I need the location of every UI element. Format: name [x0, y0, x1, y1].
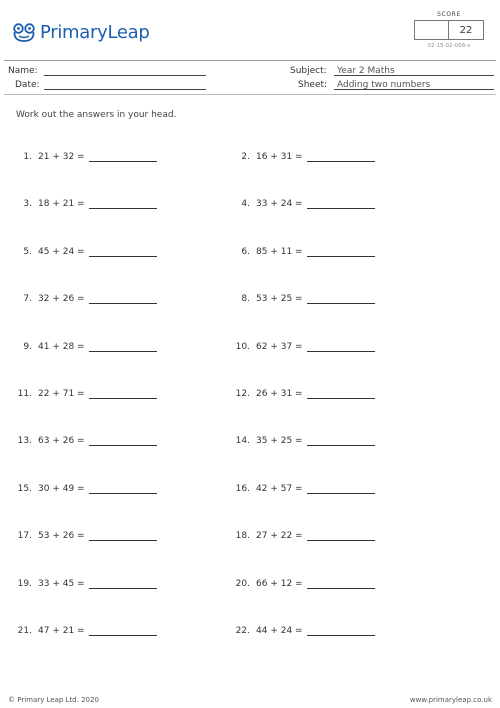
- question-number: 10.: [235, 342, 250, 352]
- question-expression: 44 + 24 =: [256, 626, 303, 636]
- subject-value: Year 2 Maths: [334, 66, 494, 76]
- question-number: 8.: [241, 294, 250, 304]
- score-total-cell: 22: [449, 20, 484, 40]
- question-item: [10, 150, 157, 162]
- answer-field[interactable]: [307, 390, 375, 399]
- question-number: 15.: [17, 484, 32, 494]
- date-row: [15, 80, 206, 90]
- question-number: 17.: [17, 531, 32, 541]
- brand-logo[interactable]: [12, 22, 150, 43]
- question-item: [10, 624, 157, 636]
- answer-field[interactable]: [307, 532, 375, 541]
- answer-field[interactable]: [307, 248, 375, 257]
- score-label: SCORE: [437, 11, 461, 18]
- question-expression: 30 + 49 =: [38, 484, 85, 494]
- answer-field[interactable]: [89, 200, 157, 209]
- question-number: 2.: [241, 152, 250, 162]
- answer-field[interactable]: [89, 390, 157, 399]
- question-expression: 27 + 22 =: [256, 531, 303, 541]
- sheet-code: 02-15-02-008-s: [427, 43, 471, 49]
- question-number: 14.: [235, 436, 250, 446]
- question-item: [10, 529, 157, 541]
- question-number: 3.: [23, 199, 32, 209]
- answer-field[interactable]: [307, 437, 375, 446]
- info-divider: [4, 94, 496, 95]
- brand-name: PrimaryLeap: [40, 22, 150, 43]
- question-number: 16.: [235, 484, 250, 494]
- question-item: [10, 577, 157, 589]
- name-label: Name:: [8, 66, 38, 76]
- question-expression: 33 + 45 =: [38, 579, 85, 589]
- question-number: 18.: [235, 531, 250, 541]
- subject-label: Subject:: [290, 66, 327, 76]
- question-item: [228, 529, 375, 541]
- question-number: 11.: [17, 389, 32, 399]
- answer-field[interactable]: [307, 343, 375, 352]
- question-item: [228, 624, 375, 636]
- question-expression: 32 + 26 =: [38, 294, 85, 304]
- question-expression: 35 + 25 =: [256, 436, 303, 446]
- header-divider: [4, 60, 496, 61]
- answer-field[interactable]: [89, 485, 157, 494]
- answer-field[interactable]: [89, 295, 157, 304]
- answer-field[interactable]: [89, 437, 157, 446]
- frog-icon: [12, 23, 36, 43]
- question-expression: 53 + 26 =: [38, 531, 85, 541]
- question-number: 5.: [23, 247, 32, 257]
- question-item: [228, 292, 375, 304]
- question-expression: 33 + 24 =: [256, 199, 303, 209]
- subject-row: [290, 66, 494, 76]
- sheet-label: Sheet:: [298, 80, 328, 90]
- question-number: 4.: [241, 199, 250, 209]
- score-cells: [414, 20, 484, 40]
- question-expression: 22 + 71 =: [38, 389, 85, 399]
- answer-field[interactable]: [307, 485, 375, 494]
- answer-field[interactable]: [89, 580, 157, 589]
- sheet-row: [298, 80, 494, 90]
- answer-field[interactable]: [89, 153, 157, 162]
- question-expression: 66 + 12 =: [256, 579, 303, 589]
- footer-website[interactable]: www.primaryleap.co.uk: [409, 696, 492, 704]
- question-number: 6.: [241, 247, 250, 257]
- name-row: [8, 66, 206, 76]
- question-item: [10, 434, 157, 446]
- question-item: [228, 577, 375, 589]
- question-item: [10, 292, 157, 304]
- question-item: [228, 482, 375, 494]
- question-expression: 41 + 28 =: [38, 342, 85, 352]
- question-number: 12.: [235, 389, 250, 399]
- answer-field[interactable]: [307, 295, 375, 304]
- question-item: [228, 434, 375, 446]
- name-field[interactable]: [44, 66, 206, 76]
- question-item: [228, 387, 375, 399]
- answer-field[interactable]: [89, 532, 157, 541]
- answer-field[interactable]: [307, 580, 375, 589]
- question-number: 19.: [17, 579, 32, 589]
- question-item: [10, 197, 157, 209]
- question-item: [10, 245, 157, 257]
- question-number: 13.: [17, 436, 32, 446]
- question-item: [10, 387, 157, 399]
- question-expression: 53 + 25 =: [256, 294, 303, 304]
- answer-field[interactable]: [307, 200, 375, 209]
- answer-field[interactable]: [307, 627, 375, 636]
- question-expression: 85 + 11 =: [256, 247, 303, 257]
- question-expression: 26 + 31 =: [256, 389, 303, 399]
- question-number: 22.: [235, 626, 250, 636]
- question-item: [10, 482, 157, 494]
- question-number: 1.: [23, 152, 32, 162]
- question-number: 9.: [23, 342, 32, 352]
- question-expression: 42 + 57 =: [256, 484, 303, 494]
- date-label: Date:: [15, 80, 40, 90]
- question-expression: 21 + 32 =: [38, 152, 85, 162]
- date-field[interactable]: [44, 80, 206, 90]
- answer-field[interactable]: [89, 627, 157, 636]
- question-item: [228, 197, 375, 209]
- answer-field[interactable]: [307, 153, 375, 162]
- question-expression: 47 + 21 =: [38, 626, 85, 636]
- question-expression: 18 + 21 =: [38, 199, 85, 209]
- answer-field[interactable]: [89, 343, 157, 352]
- question-expression: 62 + 37 =: [256, 342, 303, 352]
- question-item: [228, 245, 375, 257]
- question-number: 7.: [23, 294, 32, 304]
- question-item: [10, 340, 157, 352]
- question-number: 20.: [235, 579, 250, 589]
- question-item: [228, 340, 375, 352]
- question-item: [228, 150, 375, 162]
- question-number: 21.: [17, 626, 32, 636]
- answer-field[interactable]: [89, 248, 157, 257]
- question-expression: 63 + 26 =: [38, 436, 85, 446]
- instruction-text: Work out the answers in your head.: [16, 110, 177, 120]
- score-input-cell[interactable]: [414, 20, 449, 40]
- question-expression: 45 + 24 =: [38, 247, 85, 257]
- question-expression: 16 + 31 =: [256, 152, 303, 162]
- page-header: [0, 0, 500, 60]
- score-box: [414, 11, 484, 49]
- sheet-value: Adding two numbers: [334, 80, 494, 90]
- footer-copyright: © Primary Leap Ltd. 2020: [8, 696, 99, 704]
